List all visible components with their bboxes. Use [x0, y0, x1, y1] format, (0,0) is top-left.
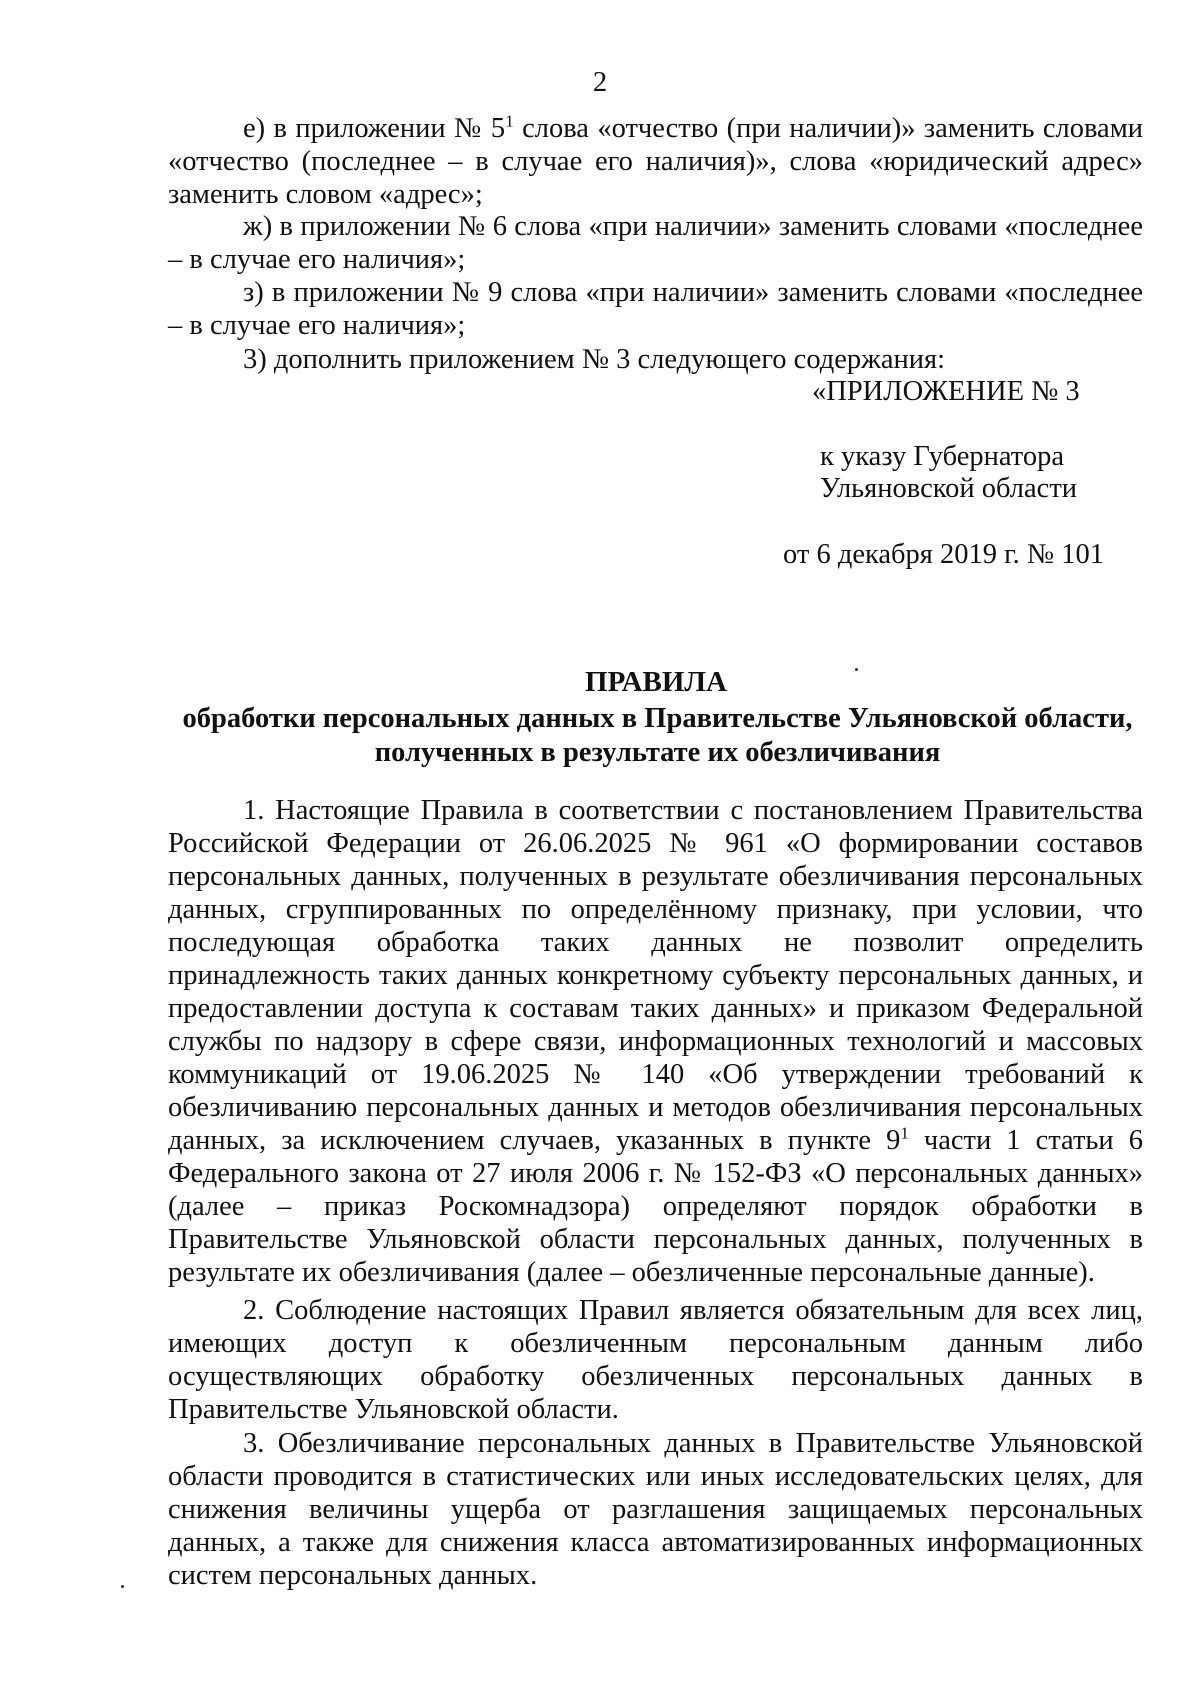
page-number: 2	[592, 67, 608, 98]
amendment-item-zh: ж) в приложении № 6 слова «при наличии» заменить словами «последнее – в случае его наличия»;	[168, 211, 1143, 275]
rules-subtitle-line1: обработки персональных данных в Правительстве Ульяновской области,	[182, 703, 1133, 734]
annex-decree-date: от 6 декабря 2019 г. № 101	[783, 539, 1104, 570]
amendment-item-e: е) в приложении № $5^1$ слова «отчество (при наличии)» заменить словами «отчество (последнее – в случае его наличия)», слова «юридический адрес» заменить словом «адрес»;	[168, 111, 1143, 210]
rules-paragraph-2: 2. Соблюдение настоящих Правил является обязательным для всех лиц, имеющих доступ к обезличенным персональным данным либо осуществляющих обработку обезличенных персональных данных в Правительстве Ульяновской области.	[168, 1295, 1143, 1425]
rules-paragraph-1: 1. Настоящие Правила в соответствии с постановлением Правительства Российской Федерации от 26.06.2025 № 961 «О формировании составов персональных данных, полученных в результате обезличивания персональных данных, сгруппированных по определённому признаку, при условии, что последующая обработка таких данных не позволит определить принадлежность таких данных конкретному субъекту персональных данных, и предоставлении доступа к составам таких данных» и приказом Федеральной службы по надзору в сфере связи, информационных технологий и массовых коммуникаций от 19.06.2025 № 140 «Об утверждении требований к обезличиванию персональных данных и методов обезличивания персональных данных, за исключением случаев, указанных в пункте $9^1$ части 1 статьи 6 Федерального закона от 27 июля 2006 г. № 152-ФЗ «О персональных данных» (далее – приказ Роскомнадзора) определяют порядок обработки в Правительстве Ульяновской области персональных данных, полученных в результате их обезличивания (далее – обезличенные персональные данные).	[168, 795, 1143, 1288]
annex-title: «ПРИЛОЖЕНИЕ № 3	[812, 376, 1080, 407]
rules-paragraph-3: 3. Обезличивание персональных данных в Правительстве Ульяновской области проводится в статистических или иных исследовательских целях, для снижения величины ущерба от разглашения защищаемых персональных данных, а также для снижения класса автоматизированных информационных систем персональных данных.	[168, 1428, 1143, 1591]
scan-speck	[855, 668, 858, 671]
rules-title: ПРАВИЛА	[585, 666, 727, 698]
rules-subtitle-line2: полученных в результате их обезличивания	[374, 737, 941, 768]
annex-decree-line1: к указу Губернатора	[820, 441, 1065, 472]
amendment-item-3: 3) дополнить приложением № 3 следующего содержания:	[243, 344, 946, 375]
annex-decree-line2: Ульяновской области	[820, 473, 1078, 504]
scan-speck	[121, 1585, 124, 1588]
amendment-item-z: з) в приложении № 9 слова «при наличии» заменить словами «последнее – в случае его наличия»;	[168, 277, 1143, 341]
